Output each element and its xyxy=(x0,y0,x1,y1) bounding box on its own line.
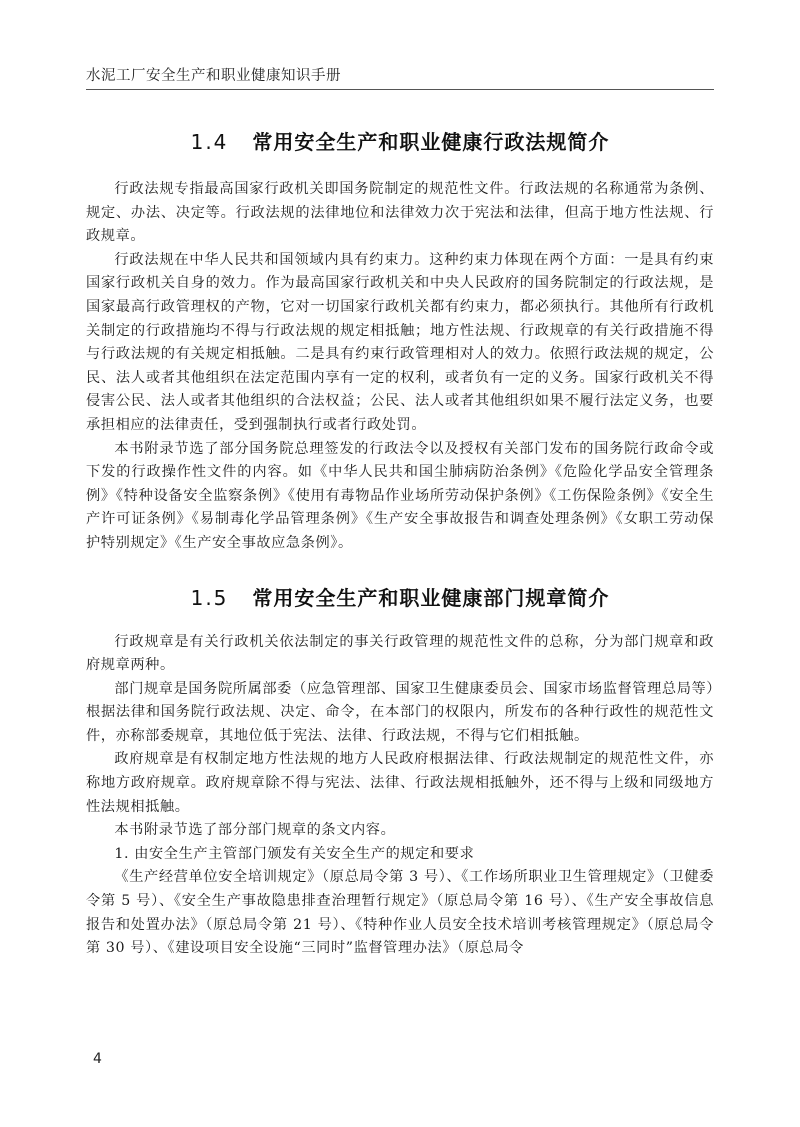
paragraph: 《生产经营单位安全培训规定》（原总局令第 3 号）、《工作场所职业卫生管理规定》（卫健委令第 5 号）、《安全生产事故隐患排查治理暂行规定》（原总局令第 16 号）、《生产安全事故信息报告和处置办法》（原总局令第 21 号）、《特种作业人员安全技术培训考核管理规定》（原总局令第 30 号）、《建设项目安全设施“三同时”监督管理办法》（原总局令 xyxy=(86,869,714,957)
section-1-5-body xyxy=(86,631,714,961)
page-content xyxy=(86,126,714,961)
section-1-5-title: 常用安全生产和职业健康部门规章简介 xyxy=(252,585,610,610)
header-divider xyxy=(86,89,714,90)
section-1-5-number: 1.5 xyxy=(190,585,229,610)
running-header: 水泥工厂安全生产和职业健康知识手册 xyxy=(86,68,341,84)
paragraph: 行政法规在中华人民共和国领域内具有约束力。这种约束力体现在两个方面：一是具有约束国家行政机关自身的效力。作为最高国家行政机关和中央人民政府的国务院制定的行政法规，是国家最高行政管理权的产物，它对一切国家行政机关都有约束力，都必须执行。其他所有行政机关制定的行政措施均不得与行政法规的规定相抵触；地方性法规、行政规章的有关行政措施不得与行政法规的有关规定相抵触。二是具有约束行政管理相对人的效力。依照行政法规的规定，公民、法人或者其他组织在法定范围内享有一定的权利，或者负有一定的义务。国家行政机关不得侵害公民、法人或者其他组织的合法权益；公民、法人或者其他组织如果不履行法定义务，也要承担相应的法律责任，受到强制执行或者行政处罚。 xyxy=(86,251,714,433)
paragraph: 行政规章是有关行政机关依法制定的事关行政管理的规范性文件的总称，分为部门规章和政府规章两种。 xyxy=(86,633,714,674)
section-1-4-body xyxy=(86,178,714,556)
paragraph: 部门规章是国务院所属部委（应急管理部、国家卫生健康委员会、国家市场监督管理总局等）根据法律和国务院行政法规、决定、命令，在本部门的权限内，所发布的各种行政性的规范性文件，亦称部委规章，其地位低于宪法、法律、行政法规，不得与它们相抵触。 xyxy=(86,680,714,744)
paragraph: 行政法规专指最高国家行政机关即国务院制定的规范性文件。行政法规的名称通常为条例、规定、办法、决定等。行政法规的法律地位和法律效力次于宪法和法律，但高于地方性法规、行政规章。 xyxy=(86,181,714,245)
list-item-heading: 1. 由安全生产主管部门颁发有关安全生产的规定和要求 xyxy=(114,845,475,862)
section-1-5-heading xyxy=(86,582,714,611)
paragraph: 本书附录节选了部分部门规章的条文内容。 xyxy=(114,822,396,839)
section-1-4-number: 1.4 xyxy=(190,130,229,154)
paragraph: 政府规章是有权制定地方性法规的地方人民政府根据法律、行政法规制定的规范性文件，亦称地方政府规章。政府规章除不得与宪法、法律、行政法规相抵触外，还不得与上级和同级地方性法规相抵触。 xyxy=(86,751,714,815)
section-1-4-heading xyxy=(86,126,714,168)
page-number: 4 xyxy=(93,1051,102,1067)
section-1-4-title: 常用安全生产和职业健康行政法规简介 xyxy=(252,130,610,154)
paragraph: 本书附录节选了部分国务院总理签发的行政法令以及授权有关部门发布的国务院行政命令或下发的行政操作性文件的内容。如《中华人民共和国尘肺病防治条例》《危险化学品安全管理条例》《特种设备安全监察条例》《使用有毒物品作业场所劳动保护条例》《工伤保险条例》《安全生产许可证条例》《易制毒化学品管理条例》《生产安全事故报告和调查处理条例》《女职工劳动保护特别规定》《生产安全事故应急条例》。 xyxy=(86,440,714,551)
